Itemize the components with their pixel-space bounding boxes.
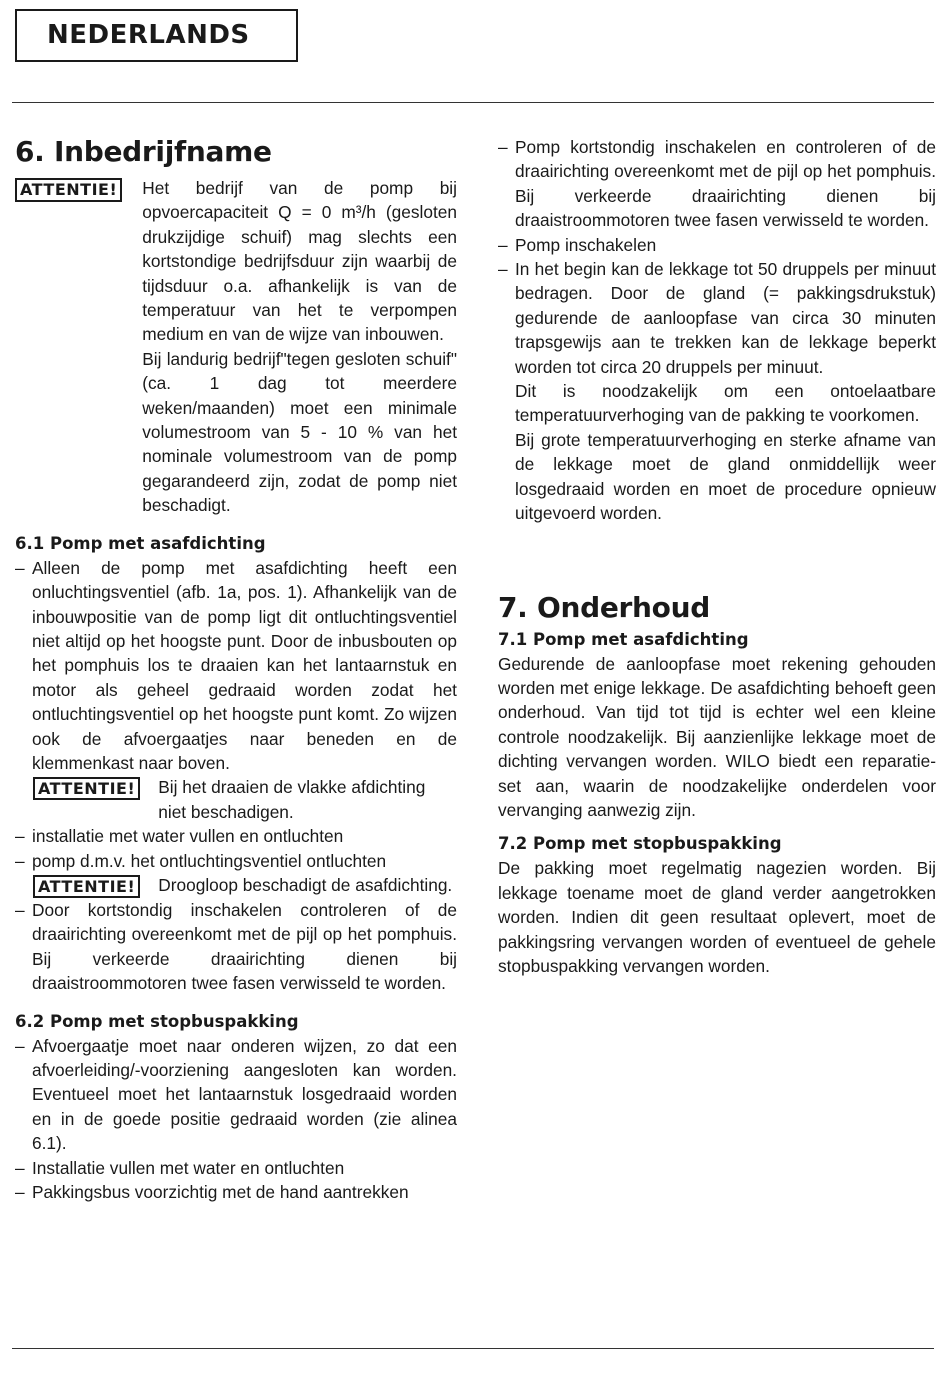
list-item: – pomp d.m.v. het ontluchtingsventiel ontluchten — [15, 849, 457, 873]
section-6-2-list — [15, 1034, 457, 1205]
attention-text-turning: Bij het draaien de vlakke afdichting niet beschadigen. — [158, 777, 426, 822]
spacer — [15, 518, 457, 532]
bottom-divider — [12, 1348, 934, 1349]
section-6-1-title: 6.1 Pomp met asafdichting — [15, 533, 266, 553]
attention-text-6 — [142, 176, 457, 518]
attention-badge: ATTENTIE! — [15, 178, 122, 202]
left-column — [15, 132, 457, 1204]
list-item: – Afvoergaatje moet naar onderen wijzen, zo dat een afvoerleiding/-voorziening aangesloten kan worden. Eventueel moet het lantaarnstuk losgedraaid worden en in de goede positie gedraaid worden (zie alinea 6.1). — [15, 1034, 457, 1156]
list-item — [498, 257, 936, 525]
attention-paragraph-2: Bij landurig bedrijf"tegen gesloten schuif" (ca. 1 dag tot meerdere weken/maanden) moet een minimale volumestroom van 5 - 10 % van het nominale volumestroom van de pomp gegarandeerd zijn, zodat de pomp niet beschadigt. — [142, 348, 457, 516]
list-item-text: – In het begin kan de lekkage tot 50 druppels per minuut bedragen. Door de gland (= pakkingsdrukstuk) gedurende de aanloopfase van circa 30 minuten trapsgewijs aan te trekken kan de lekkage beperkt worden tot circa 20 druppels per minuut. — [515, 259, 936, 377]
section-7-title: 7. Onderhoud — [498, 590, 710, 624]
language-label: NEDERLANDS — [47, 20, 250, 50]
list-item-text: Dit is noodzakelijk om een ontoelaatbare temperatuurverhoging van de pakking te voorkomen. — [515, 381, 936, 426]
section-7-2-title: 7.2 Pomp met stopbuspakking — [498, 834, 782, 854]
section-6-title: 6. Inbedrijfname — [15, 135, 272, 168]
spacer — [498, 822, 936, 832]
attention-badge: ATTENTIE! — [33, 777, 140, 800]
list-item: – Installatie vullen met water en ontluchten — [15, 1156, 457, 1180]
section-6-1-list-b — [15, 824, 457, 873]
language-header — [15, 9, 298, 62]
section-7-2-text: De pakking moet regelmatig nagezien worden. Bij lekkage toename moet de gland verder aangetrokken worden. Indien dit geen resultaat oplevert, moet de pakkingsring vervangen worden of eventueel de gehele stopbuspakking vervangen worden. — [498, 858, 936, 976]
attention-badge: ATTENTIE! — [33, 875, 140, 898]
top-divider — [12, 102, 934, 103]
list-item: – Alleen de pomp met asafdichting heeft een onluchtingsventiel (afb. 1a, pos. 1). Afhankelijk van de inbouwpositie van de pomp ligt dit ontluchtingsventiel niet altijd op het hoogste punt. Door de inbusbouten op het pomphuis los te draaien kan het lantaarnstuk en motor als geheel gedraaid worden zodat het ontluchtingsventiel op het hoogste punt komt. Zo wijzen ook de afvoergaatjes naar beneden en de klemmenkast naar boven. — [15, 556, 457, 776]
attention-paragraph-1: Het bedrijf van de pomp bij opvoercapaciteit Q = 0 m³/h (gesloten drukzijdige schuif) mag slechts een kortstondige bedrijfsduur zijn waarbij de tijdsduur o.a. afhankelijk is van de temperatuur van het te verpompen medium en van de wijze van inbouwen. — [142, 178, 457, 345]
spacer — [15, 996, 457, 1010]
list-item: – Pomp kortstondig inschakelen en controleren of de draairichting overeenkomt met de pijl op het pomphuis. Bij verkeerde draairichting dienen bij draaistroommotoren twee fasen verwisseld te worden. — [498, 135, 936, 233]
list-item: – Door kortstondig inschakelen controleren of de draairichting overeenkomt met de pijl op het pomphuis. Bij verkeerde draairichting dienen bij draaistroommotoren twee fasen verwisseld te worden. — [15, 898, 457, 996]
list-item: – Pakkingsbus voorzichtig met de hand aantrekken — [15, 1180, 457, 1204]
right-column — [498, 135, 936, 978]
section-6-2-title: 6.2 Pomp met stopbuspakking — [15, 1011, 299, 1031]
section-6-1-list-c — [15, 898, 457, 996]
list-item: – installatie met water vullen en ontluchten — [15, 824, 457, 848]
section-7-1-title: 7.1 Pomp met asafdichting — [498, 629, 749, 649]
spacer — [498, 526, 936, 588]
list-item: – Pomp inschakelen — [498, 233, 936, 257]
section-6-2-list-continued — [498, 135, 936, 526]
attention-block-6 — [15, 176, 457, 518]
attention-text-dryrun: Droogloop beschadigt de asafdichting. — [158, 874, 453, 895]
section-7-1-text: Gedurende de aanloopfase moet rekening gehouden worden met enige lekkage. De asafdichting behoeft geen onderhoud. Van tijd tot tijd is echter wel een kleine controle noodzakelijk. Bij aanzienlijke lekkage moet de dichting vervangen worden. WILO biedt een reparatie-set aan, waarin de noodzakelijke onderdelen voor vervanging aanwezig zijn. — [498, 653, 936, 820]
attention-inline-1 — [15, 775, 457, 824]
attention-inline-2 — [15, 873, 457, 898]
section-6-1-list — [15, 556, 457, 776]
list-item-text: Bij grote temperatuurverhoging en sterke afname van de lekkage moet de gland onmiddellijk weer losgedraaid worden en moet de procedure opnieuw uitgevoerd worden. — [515, 429, 936, 524]
